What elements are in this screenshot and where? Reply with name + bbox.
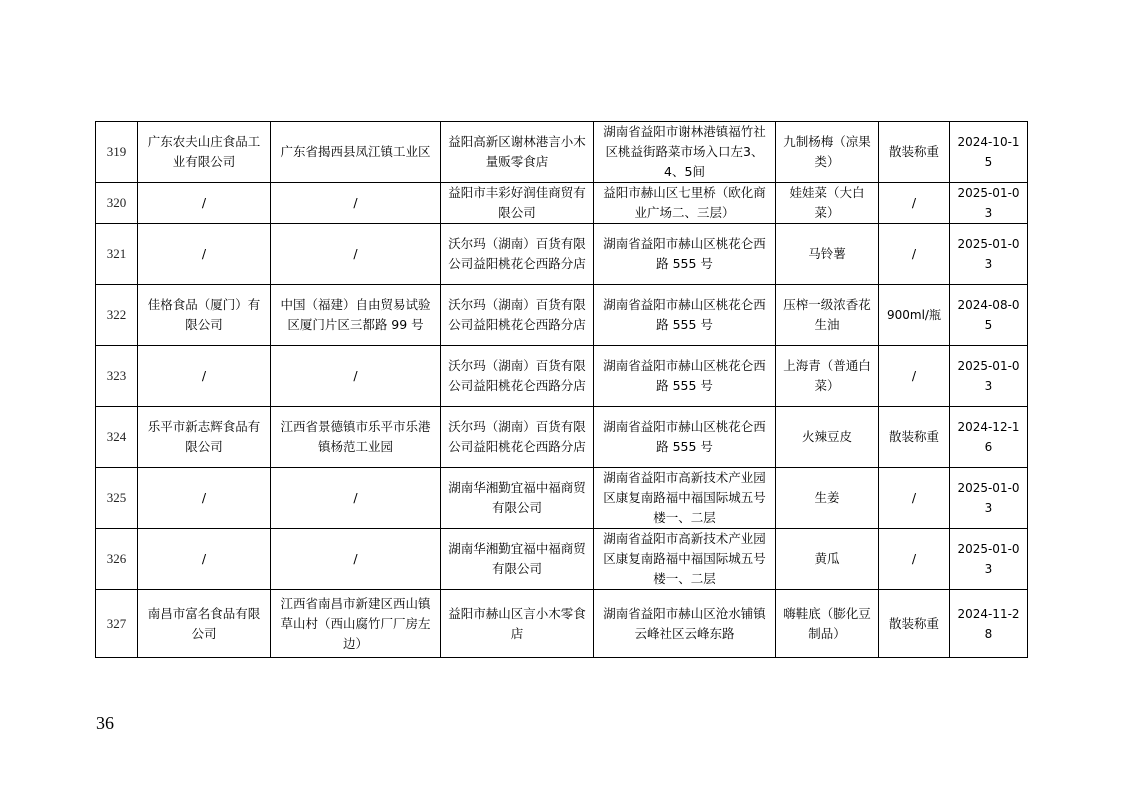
product-name: 压榨一级浓香花生油 — [776, 285, 879, 346]
table-row — [96, 468, 1028, 529]
table-row — [96, 122, 1028, 183]
manufacturer-address: / — [271, 468, 441, 529]
table-row — [96, 183, 1028, 224]
product-name: 娃娃菜（大白菜） — [776, 183, 879, 224]
manufacturer-name: 乐平市新志辉食品有限公司 — [138, 407, 271, 468]
production-date: 2025-01-03 — [950, 529, 1028, 590]
product-name: 上海青（普通白菜） — [776, 346, 879, 407]
seller-address: 湖南省益阳市高新技术产业园区康复南路福中福国际城五号楼一、二层 — [594, 468, 776, 529]
seller-name: 沃尔玛（湖南）百货有限公司益阳桃花仑西路分店 — [441, 346, 594, 407]
table-row — [96, 407, 1028, 468]
seller-name: 沃尔玛（湖南）百货有限公司益阳桃花仑西路分店 — [441, 224, 594, 285]
seller-address: 湖南省益阳市赫山区桃花仑西路 555 号 — [594, 346, 776, 407]
row-number: 320 — [96, 183, 138, 224]
table-row — [96, 529, 1028, 590]
row-number: 324 — [96, 407, 138, 468]
product-spec: 散装称重 — [879, 407, 950, 468]
manufacturer-name: / — [138, 529, 271, 590]
manufacturer-address: 江西省南昌市新建区西山镇草山村（西山腐竹厂厂房左边） — [271, 590, 441, 658]
row-number: 326 — [96, 529, 138, 590]
row-number: 322 — [96, 285, 138, 346]
production-date: 2025-01-03 — [950, 468, 1028, 529]
manufacturer-address: / — [271, 346, 441, 407]
seller-address: 湖南省益阳市赫山区桃花仑西路 555 号 — [594, 224, 776, 285]
product-spec: / — [879, 183, 950, 224]
seller-address: 益阳市赫山区七里桥（欧化商业广场二、三层） — [594, 183, 776, 224]
production-date: 2024-10-15 — [950, 122, 1028, 183]
product-name: 九制杨梅（凉果类） — [776, 122, 879, 183]
manufacturer-address: 中国（福建）自由贸易试验区厦门片区三都路 99 号 — [271, 285, 441, 346]
manufacturer-address: / — [271, 183, 441, 224]
manufacturer-name: / — [138, 468, 271, 529]
product-spec: / — [879, 346, 950, 407]
manufacturer-name: / — [138, 224, 271, 285]
product-name: 黄瓜 — [776, 529, 879, 590]
table-row — [96, 346, 1028, 407]
manufacturer-name: 广东农夫山庄食品工业有限公司 — [138, 122, 271, 183]
table-row — [96, 224, 1028, 285]
production-date: 2025-01-03 — [950, 183, 1028, 224]
row-number: 321 — [96, 224, 138, 285]
seller-address: 湖南省益阳市赫山区桃花仑西路 555 号 — [594, 407, 776, 468]
product-name: 火辣豆皮 — [776, 407, 879, 468]
manufacturer-address: 江西省景德镇市乐平市乐港镇杨范工业园 — [271, 407, 441, 468]
row-number: 319 — [96, 122, 138, 183]
page-number: 36 — [96, 713, 114, 733]
manufacturer-address: / — [271, 529, 441, 590]
seller-name: 沃尔玛（湖南）百货有限公司益阳桃花仑西路分店 — [441, 407, 594, 468]
production-date: 2024-11-28 — [950, 590, 1028, 658]
row-number: 323 — [96, 346, 138, 407]
product-spec: / — [879, 468, 950, 529]
seller-name: 湖南华湘勤宜福中福商贸有限公司 — [441, 468, 594, 529]
production-date: 2024-08-05 — [950, 285, 1028, 346]
seller-address: 湖南省益阳市谢林港镇福竹社区桃益街路菜市场入口左3、4、5间 — [594, 122, 776, 183]
product-spec: / — [879, 529, 950, 590]
production-date: 2025-01-03 — [950, 346, 1028, 407]
product-name: 马铃薯 — [776, 224, 879, 285]
product-name: 嗨鞋底（膨化豆制品） — [776, 590, 879, 658]
seller-address: 湖南省益阳市赫山区桃花仑西路 555 号 — [594, 285, 776, 346]
seller-name: 沃尔玛（湖南）百货有限公司益阳桃花仑西路分店 — [441, 285, 594, 346]
seller-name: 益阳高新区谢林港言小木量贩零食店 — [441, 122, 594, 183]
manufacturer-name: / — [138, 346, 271, 407]
table-row — [96, 590, 1028, 658]
seller-address: 湖南省益阳市高新技术产业园区康复南路福中福国际城五号楼一、二层 — [594, 529, 776, 590]
product-spec: 900ml/瓶 — [879, 285, 950, 346]
manufacturer-address: 广东省揭西县凤江镇工业区 — [271, 122, 441, 183]
row-number: 325 — [96, 468, 138, 529]
product-spec: 散装称重 — [879, 122, 950, 183]
seller-name: 湖南华湘勤宜福中福商贸有限公司 — [441, 529, 594, 590]
sampling-results-table — [95, 121, 1028, 658]
product-spec: 散装称重 — [879, 590, 950, 658]
production-date: 2025-01-03 — [950, 224, 1028, 285]
production-date: 2024-12-16 — [950, 407, 1028, 468]
product-spec: / — [879, 224, 950, 285]
seller-name: 益阳市赫山区言小木零食店 — [441, 590, 594, 658]
manufacturer-address: / — [271, 224, 441, 285]
seller-address: 湖南省益阳市赫山区沧水铺镇云峰社区云峰东路 — [594, 590, 776, 658]
product-name: 生姜 — [776, 468, 879, 529]
row-number: 327 — [96, 590, 138, 658]
manufacturer-name: 南昌市富名食品有限公司 — [138, 590, 271, 658]
manufacturer-name: 佳格食品（厦门）有限公司 — [138, 285, 271, 346]
table-row — [96, 285, 1028, 346]
seller-name: 益阳市丰彩好润佳商贸有限公司 — [441, 183, 594, 224]
manufacturer-name: / — [138, 183, 271, 224]
